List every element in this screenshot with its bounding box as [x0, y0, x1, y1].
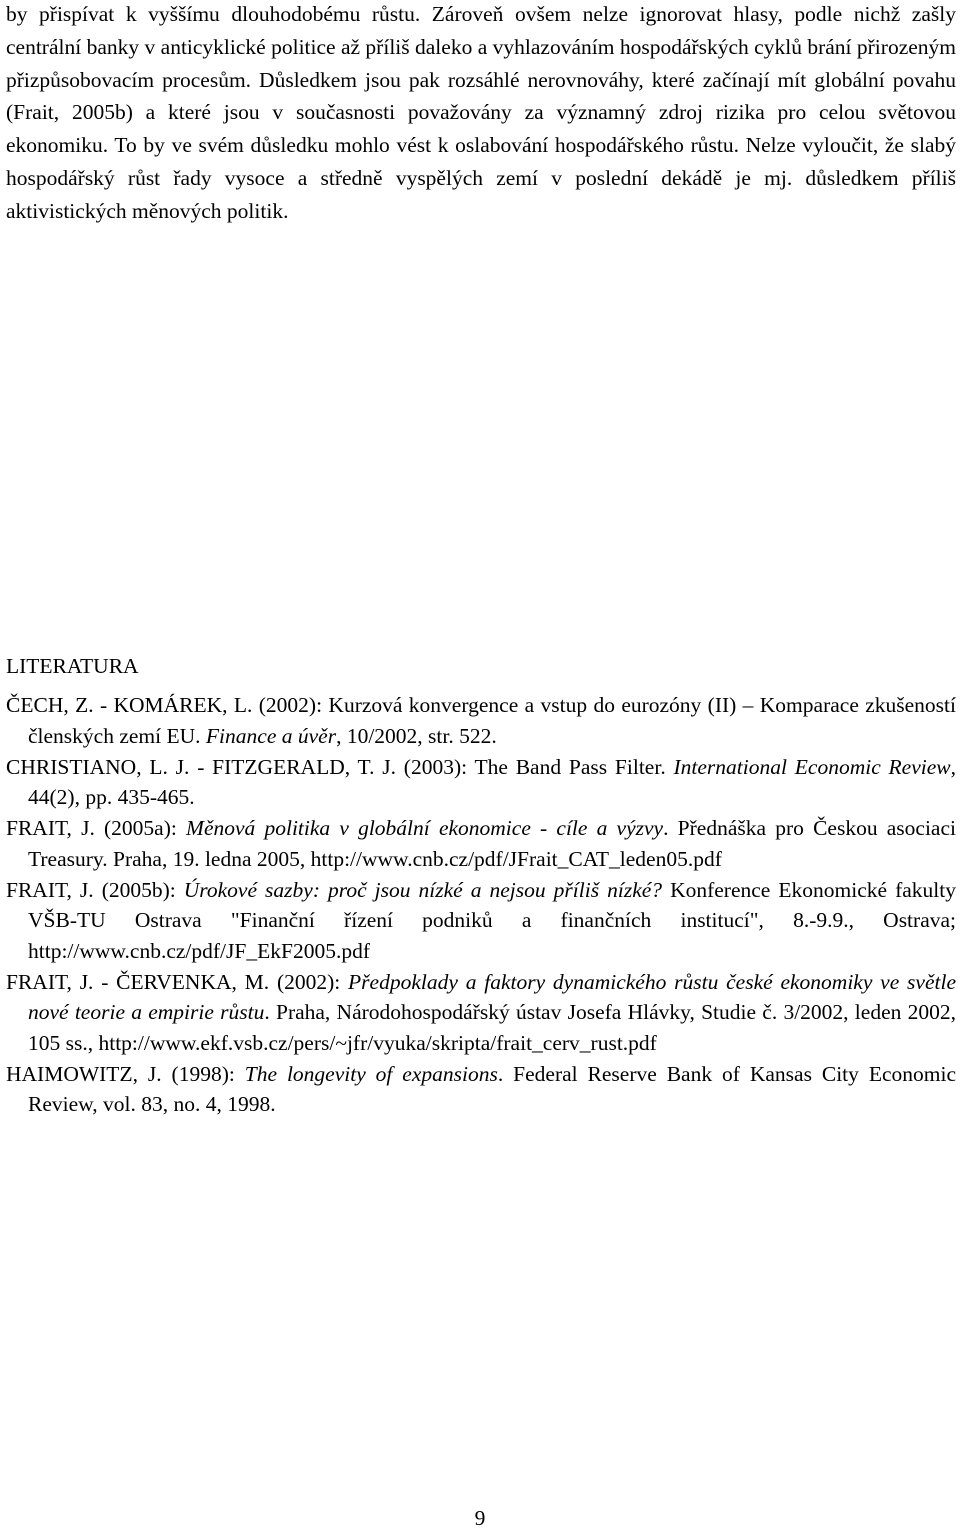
literature-heading: LITERATURA [6, 654, 139, 678]
reference-item [6, 752, 956, 813]
reference-text: . Federal Reserve Bank of Kansas City Economic Review, vol. 83, no. 4, 1998. [28, 1061, 956, 1116]
body-paragraph: by přispívat k vyššímu dlouhodobému růstu. Zároveň ovšem nelze ignorovat hlasy, podle nichž zašly centrální banky v anticyklické politice až příliš daleko a vyhlazováním hospodářských cyklů brání přirozeným přizpůsobovacím procesům. Důsledkem jsou pak rozsáhlé nerovnováhy, které začínají mít globální povahu (Frait, 2005b) a které jsou v současnosti považovány za významný zdroj rizika pro celou světovou ekonomiku. To by ve svém důsledku mohlo vést k oslabování hospodářského růstu. Nelze vyloučit, že slabý hospodářský růst řady vysoce a středně vyspělých zemí v poslední dekádě je mj. důsledkem příliš aktivistických měnových politik. [6, 2, 956, 223]
reference-item [6, 875, 956, 967]
reference-italic-title: The longevity of expansions [244, 1061, 498, 1086]
reference-item [6, 813, 956, 874]
reference-list [6, 690, 956, 1120]
reference-italic-title: International Economic Review [673, 754, 951, 779]
reference-text: Konference Ekonomické fakulty VŠB-TU Ostrava "Finanční řízení podniků a finančních institucí", 8.-9.9., Ostrava; http://www.cnb.cz/pdf/JF_EkF2005.pdf [28, 877, 956, 963]
reference-italic-title: Úrokové sazby: proč jsou nízké a nejsou příliš nízké? [183, 877, 663, 902]
reference-item [6, 967, 956, 1059]
reference-italic-title: Finance a úvěr [205, 723, 337, 748]
page-number: 9 [474, 1506, 486, 1530]
reference-text: FRAIT, J. (2005a): [6, 816, 187, 840]
reference-text: . Přednáška pro Českou asociaci Treasury. Praha, 19. ledna 2005, http://www.cnb.cz/pdf/JFrait_CAT_leden05.pdf [28, 816, 956, 871]
reference-text: FRAIT, J. - ČERVENKA, M. (2002): [6, 969, 349, 994]
reference-text: . Praha, Národohospodářský ústav Josefa Hlávky, Studie č. 3/2002, leden 2002, 105 ss., http://www.ekf.vsb.cz/pers/~jfr/vyuka/skripta/frait_cerv_rust.pdf [28, 1000, 956, 1055]
reference-text: FRAIT, J. (2005b): [6, 877, 184, 902]
reference-text: ČECH, Z. - KOMÁREK, L. (2002): Kurzová konvergence a vstup do eurozóny (II) – Komparace zkušeností členských zemí EU. [6, 693, 956, 748]
reference-item [6, 1059, 956, 1120]
reference-text: HAIMOWITZ, J. (1998): [6, 1061, 245, 1086]
reference-text: , 10/2002, str. 522. [336, 723, 497, 748]
reference-text: , 44(2), pp. 435-465. [28, 754, 956, 809]
reference-item [6, 690, 956, 751]
reference-italic-title: Měnová politika v globální ekonomice - cíle a výzvy [186, 816, 664, 840]
reference-italic-title: Předpoklady a faktory dynamického růstu české ekonomiky ve světle nové teorie a empirie růstu [28, 969, 956, 1024]
reference-text: CHRISTIANO, L. J. - FITZGERALD, T. J. (2003): The Band Pass Filter. [6, 754, 674, 779]
